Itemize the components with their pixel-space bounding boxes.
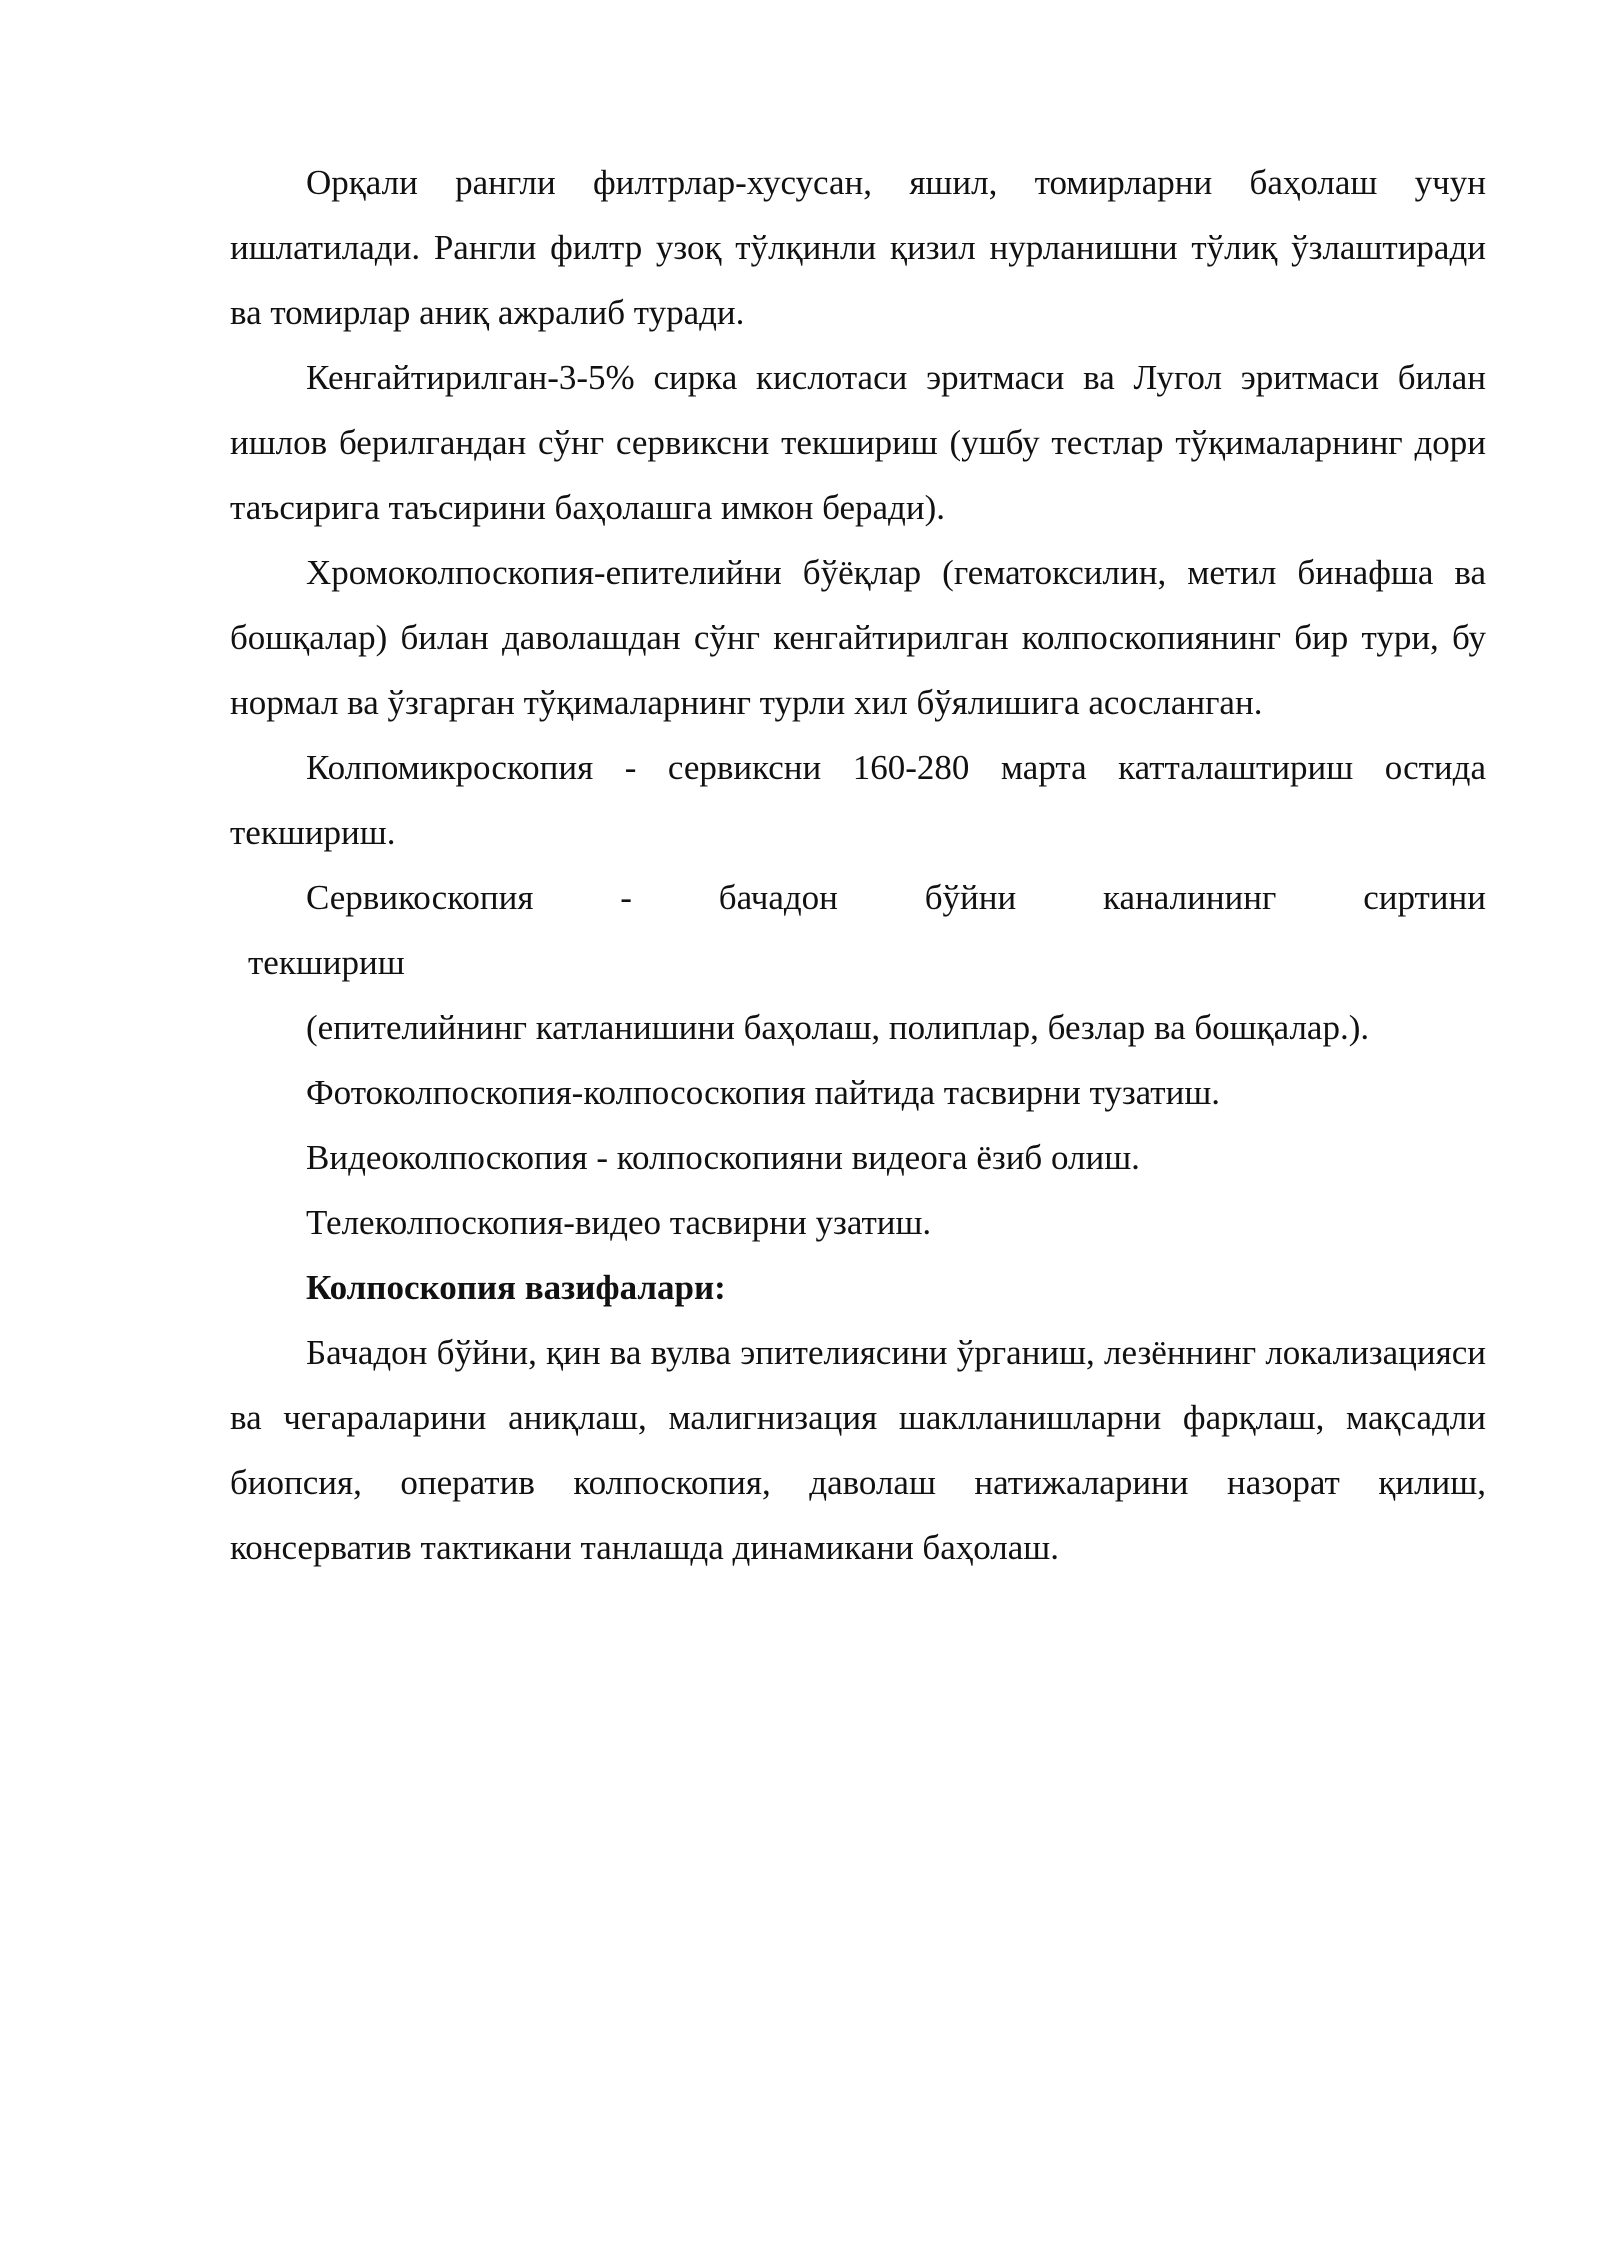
paragraph-colored-filters: Орқали рангли филтрлар-хусусан, яшил, томирларни баҳолаш учун ишлатилади. Рангли филтр узоқ тўлқинли қизил нурланишни тўлиқ ўзлаштиради ва томирлар аниқ ажралиб туради. (230, 163, 1486, 332)
paragraph-videocolposcopy: Видеоколпоскопия - колпоскопияни видеога ёзиб олиш. (306, 1138, 1140, 1177)
paragraph-colposcopy-tasks: Бачадон бўйни, қин ва вулва эпителиясини ўрганиш, лезённинг локализацияси ва чегараларини аниқлаш, малигнизация шаклланишларни фарқлаш, мақсадли биопсия, оператив колпоскопия, даволаш натижаларини назорат қилиш, консерватив тактикани танлашда динамикани баҳолаш. (230, 1333, 1486, 1567)
paragraph-photocolposcopy: Фотоколпоскопия-колпососкопия пайтида тасвирни тузатиш. (306, 1073, 1221, 1112)
paragraph-telecolposcopy: Телеколпоскопия-видео тасвирни узатиш. (306, 1203, 932, 1242)
paragraph-chromocolposcopy: Хромоколпоскопия-епителийни бўёқлар (гематоксилин, метил бинафша ва бошқалар) билан даволашдан сўнг кенгайтирилган колпоскопиянинг бир тури, бу нормал ва ўзгарган тўқималарнинг турли хил бўялишига асосланган. (230, 553, 1486, 722)
paragraph-cervicoscopy-line2: текшириш (248, 943, 405, 982)
section-heading: Колпоскопия вазифалари: (306, 1268, 726, 1307)
paragraph-colpomicroscopy: Колпомикроскопия - сервиксни 160-280 марта катталаштириш остида текшириш. (230, 748, 1486, 852)
paragraph-extended-colposcopy: Кенгайтирилган-3-5% сирка кислотаси эритмаси ва Лугол эритмаси билан ишлов берилгандан сўнг сервиксни текшириш (ушбу тестлар тўқималарнинг дори таъсирига таъсирини баҳолашга имкон беради). (230, 358, 1486, 527)
paragraph-cervicoscopy-line1: Сервикоскопия - бачадон бўйни каналининг сиртини (306, 878, 1486, 917)
paragraph-cervicoscopy-line3: (епителийнинг катланишини баҳолаш, полиплар, безлар ва бошқалар.). (306, 1008, 1370, 1047)
document-body (230, 150, 1486, 1580)
